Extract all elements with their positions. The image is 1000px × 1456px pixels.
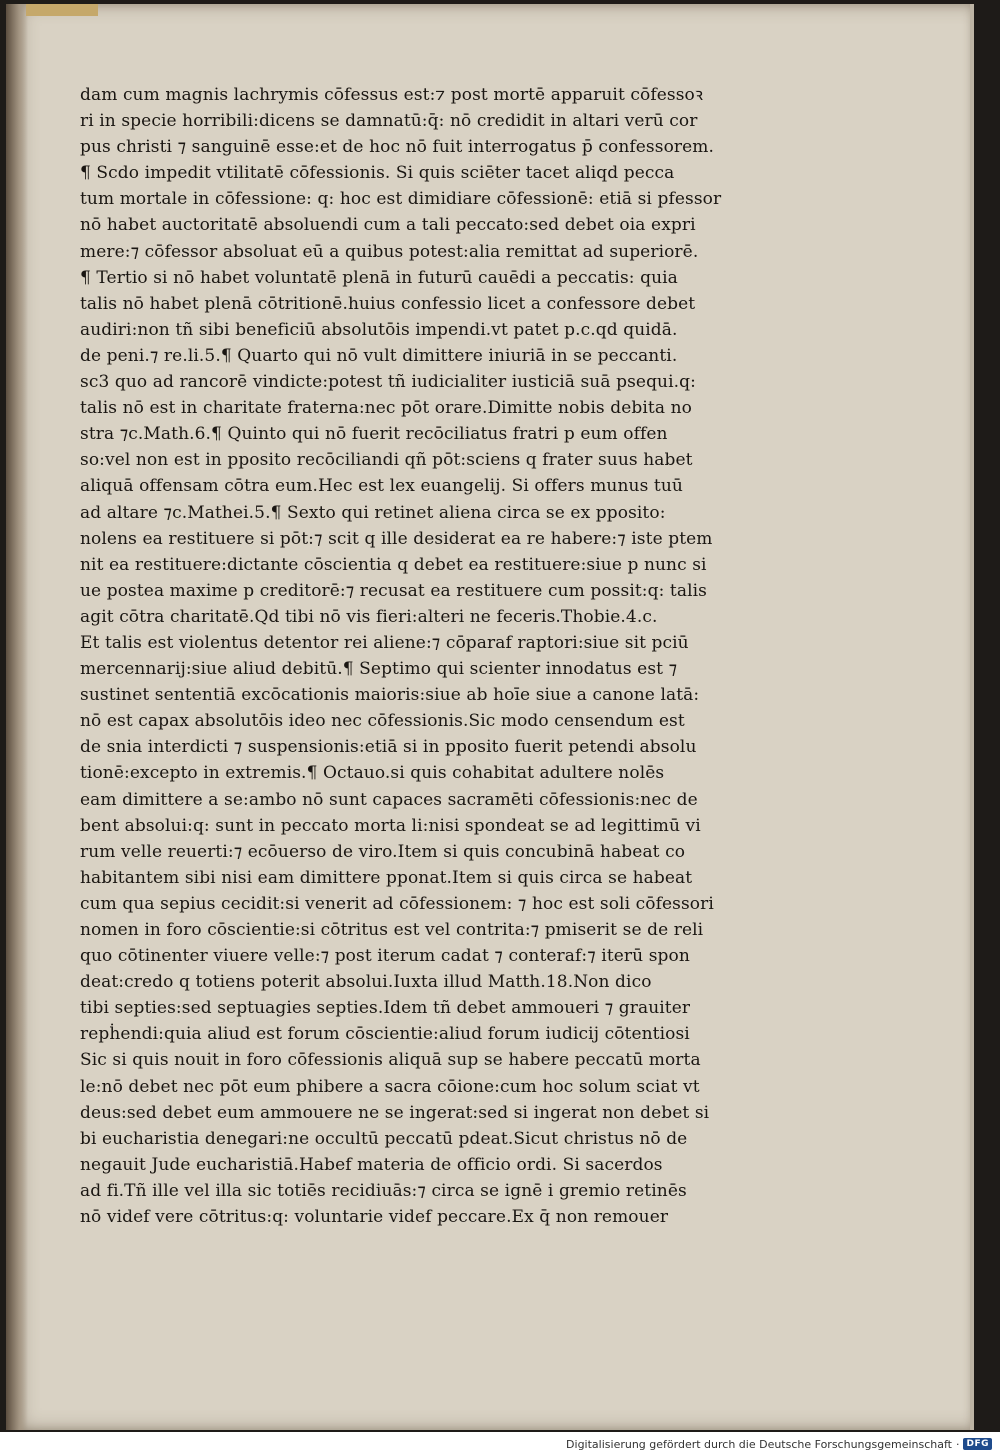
text-line: audiri:non tñ sibi beneficiū absolutōis impendi.vt patet p.c.qd quidā. — [80, 319, 678, 340]
footer-credit: Digitalisierung gefördert durch die Deutsche Forschungsgemeinschaft — [566, 1437, 952, 1451]
text-line: ad altare ⁊c.Mathei.5.¶ Sexto qui retinet aliena circa se ex pposito: — [80, 502, 666, 523]
text-line: nō est capax absolutōis ideo nec cōfessionis.Sic modo censendum est — [80, 711, 685, 732]
text-line: quo cōtinenter viuere velle:⁊ post iterum cadat ⁊ conteraf:⁊ iterū spon — [80, 946, 690, 967]
footer-separator: · — [955, 1437, 960, 1451]
text-line: sc3 quo ad rancorē vindicte:potest tñ iudicialiter iusticiā suā psequi.q: — [80, 372, 696, 393]
text-line: rum velle reuerti:⁊ ecōuerso de viro.Item si quis concubinā habeat co — [80, 841, 686, 862]
digitization-footer — [566, 1434, 992, 1454]
text-line: ue postea maxime p creditorē:⁊ recusat ea restituere cum possit:q: talis — [80, 580, 707, 601]
text-line: tionē:excepto in extremis.¶ Octauo.si quis cohabitat adultere nolēs — [80, 763, 665, 784]
text-line: ¶ Scdo impedit vtilitatē cōfessionis. Si quis sciēter tacet aliqd pecca — [80, 163, 675, 184]
text-line: ad fi.Tñ ille vel illa sic totiēs recidiuās:⁊ circa se ignē i gremio retinēs — [80, 1180, 687, 1201]
text-line: pus christi ⁊ sanguinē esse:et de hoc nō fuit interrogatus p̄ confessorem. — [80, 137, 715, 158]
page-tab — [26, 4, 98, 16]
text-line: bent absolui:q: sunt in peccato morta li:nisi spondeat se ad legittimū vi — [80, 815, 701, 836]
text-line: talis nō habet plenā cōtritionē.huius confessio licet a confessore debet — [80, 293, 696, 314]
text-line: eam dimittere a se:ambo nō sunt capaces sacramēti cōfessionis:nec de — [80, 789, 698, 810]
text-line: de snia interdicti ⁊ suspensionis:etiā si in pposito fuerit petendi absolu — [80, 737, 697, 758]
text-line: nō habet auctoritatē absoluendi cum a tali peccato:sed debet oia expri — [80, 215, 696, 236]
text-line: sustinet sententiā excōcationis maioris:siue ab hoīe siue a canone latā: — [80, 685, 700, 706]
text-line: nō videf vere cōtritus:q: voluntarie videf peccare.Ex q̄ non remouer — [80, 1207, 669, 1228]
text-line: deat:credo q totiens poterit absolui.Iuxta illud Matth.18.Non dico — [80, 972, 652, 993]
text-line: ri in specie horribili:dicens se damnatū:q̄: nō credidit in altari verū cor — [80, 111, 698, 132]
text-line: repḣendi:quia aliud est forum cōscientie:aliud forum iudicij cōtentiosi — [80, 1024, 690, 1045]
text-line: agit cōtra charitatē.Qd tibi nō vis fieri:alteri ne feceris.Thobie.4.c. — [80, 606, 658, 627]
text-line: de peni.⁊ re.li.5.¶ Quarto qui nō vult dimittere iniuriā in se peccanti. — [80, 345, 678, 366]
text-line: aliquā offensam cōtra eum.Hec est lex euangelij. Si offers munus tuū — [80, 476, 683, 497]
page-gutter — [6, 4, 28, 1430]
text-line: Sic si quis nouit in foro cōfessionis aliquā sup se habere peccatū morta — [80, 1050, 701, 1071]
text-line: bi eucharistia denegari:ne occultū peccatū pdeat.Sicut christus nō de — [80, 1128, 688, 1149]
text-line: dam cum magnis lachrymis cōfessus est:⁊ post mortē apparuit cōfessoꝛ — [80, 85, 704, 105]
incunable-text — [80, 82, 804, 1230]
text-line: nomen in foro cōscientie:si cōtritus est vel contrita:⁊ pmiserit se de reli — [80, 920, 704, 940]
text-line: so:vel non est in pposito recōciliandi qñ pōt:sciens q frater suus habet — [80, 450, 693, 471]
text-line: ¶ Tertio si nō habet voluntatē plenā in futurū cauēdi a peccatis: quia — [80, 267, 678, 288]
text-line: stra ⁊c.Math.6.¶ Quinto qui nō fuerit recōciliatus fratri p eum offen — [80, 424, 668, 445]
text-line: le:nō debet nec pōt eum phibere a sacra cōione:cum hoc solum sciat vt — [80, 1076, 700, 1097]
text-line: Et talis est violentus detentor rei aliene:⁊ cōparaf raptori:siue sit pciū — [80, 632, 689, 653]
text-line: mere:⁊ cōfessor absoluat eū a quibus potest:alia remittat ad superiorē. — [80, 241, 699, 262]
page-edge — [970, 4, 974, 1430]
text-line: mercennarij:siue aliud debitū.¶ Septimo qui scienter innodatus est ⁊ — [80, 659, 678, 680]
text-line: tum mortale in cōfessione: q: hoc est dimidiare cōfessionē: etiā si pfessor — [80, 189, 722, 210]
text-line: habitantem sibi nisi eam dimittere pponat.Item si quis circa se habeat — [80, 867, 693, 888]
dfg-logo: DFG — [963, 1438, 992, 1450]
text-line: tibi septies:sed septuagies septies.Idem tñ debet ammoueri ⁊ grauiter — [80, 998, 691, 1019]
text-line: cum qua sepius cecidit:si venerit ad cōfessionem: ⁊ hoc est soli cōfessori — [80, 893, 714, 914]
text-line: talis nō est in charitate fraterna:nec pōt orare.Dimitte nobis debita no — [80, 398, 692, 419]
text-line: negauit Jude eucharistiā.Habef materia de officio ordi. Si sacerdos — [80, 1154, 663, 1175]
text-line: nolens ea restituere si pōt:⁊ scit q ille desiderat ea re habere:⁊ iste ptem — [80, 528, 713, 549]
text-line: deus:sed debet eum ammouere ne se ingerat:sed si ingerat non debet si — [80, 1102, 710, 1123]
text-line: nit ea restituere:dictante cōscientia q debet ea restituere:siue p nunc si — [80, 554, 707, 575]
